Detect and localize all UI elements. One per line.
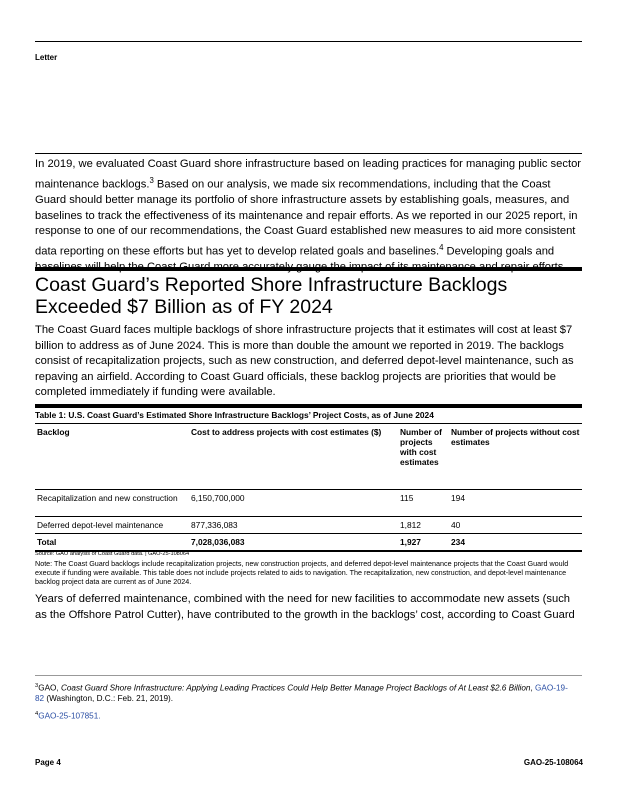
cell-backlog: Deferred depot-level maintenance [35, 517, 189, 534]
cell-without-estimates: 40 [449, 517, 582, 534]
cell-backlog: Recapitalization and new construction [35, 490, 189, 517]
col-backlog: Backlog [35, 424, 189, 490]
table-row [35, 517, 582, 534]
footnote-4-link[interactable]: GAO-25-107851. [38, 711, 101, 721]
table-header-row [35, 424, 582, 490]
cell-cost: 877,336,083 [189, 517, 398, 534]
col-cost: Cost to address projects with cost estimates ($) [189, 424, 398, 490]
cell-with-estimates: 115 [398, 490, 449, 517]
backlog-table [35, 424, 582, 552]
table-note: Note: The Coast Guard backlogs include recapitalization projects, new construction projects, and deferred depot-level maintenance projects that the Coast Guard would execute if funding were available. This table does not include projects related to aids to navigation. The recapitalization, new construction, and depot-level maintenance backlog project data are current as of June 2024. [35, 559, 569, 586]
heading-rule [35, 267, 582, 271]
table-row [35, 490, 582, 517]
cell-with-estimates: 1,812 [398, 517, 449, 534]
footnote-ref-4[interactable]: 4 [439, 242, 444, 252]
table-title: Table 1: U.S. Coast Guard’s Estimated Shore Infrastructure Backlogs’ Project Costs, as of June 2024 [35, 410, 434, 420]
section-paragraph: The Coast Guard faces multiple backlogs of shore infrastructure projects that it estimates will cost at least $7 billion to address as of June 2024. This is more than double the amount we reported in 2019. The backlogs consist of recapitalization projects, such as new construction, and deferred depot-level maintenance, such as repaving an airfield. According to Coast Guard officials, these backlog projects are priorities that would be completed immediately if funding were available. [35, 324, 574, 399]
col-without-estimates: Number of projects without cost estimates [449, 424, 582, 490]
intro-paragraph: In 2019, we evaluated Coast Guard shore infrastructure based on leading practices for managing public sector maintenance backlogs.$^3$ Based on our analysis, we made six recommendations, including that the Coast Guard should better manage its portfolio of shore infrastructure assets by establishing goals, measures, and baselines to track the effectiveness of its maintenance and repair efforts. As we reported in our 2025 report, in response to one of our recommendations, the Coast Guard established new measures to aid more consistent data reporting on these efforts but has yet to develop related goals and baselines.$^4$ Developing goals and [35, 158, 582, 258]
cell-without-estimates: 194 [449, 490, 582, 517]
header-rule [35, 41, 582, 42]
footnote-rule [35, 675, 582, 676]
intro-rule [35, 153, 582, 154]
after-table-paragraph: Years of deferred maintenance, combined with the need for new facilities to accommodate new assets (such as the Offshore Patrol Cutter), have contributed to the growth in the backlogs’ cost, according to Coast Guard [35, 593, 575, 621]
col-with-estimates: Number of projects with cost estimates [398, 424, 449, 490]
section-heading: Coast Guard’s Reported Shore Infrastructure Backlogs Exceeded $7 Billion as of FY 2024 [35, 274, 508, 318]
table-top-rule [35, 404, 582, 408]
footnote-3-link[interactable]: GAO-19-82 [35, 683, 568, 703]
section-label: Letter [35, 53, 58, 62]
footnote-ref-3[interactable]: 3 [149, 175, 154, 185]
table-total-row [35, 534, 582, 552]
footnote-3-title: Coast Guard Shore Infrastructure: Applying Leading Practices Could Help Better Manage Project Backlogs of At Least $2.6 Billion [60, 683, 531, 693]
cell-total-cost: 7,028,036,083 [189, 534, 398, 552]
cell-total-without-estimates: 234 [449, 534, 582, 552]
page-number: Page 4 [35, 758, 61, 767]
cell-total-label: Total [35, 534, 189, 552]
footnote-3: $^3$GAO, Coast Guard Shore Infrastructure: Applying Leading Practices Could Help Better Manage Project Backlogs of At Least $2.6 Billion, GAO-19-82 (Washington, D.C.: Feb. 21, 2019). [35, 683, 568, 703]
table-source: Source: GAO analysis of Coast Guard data. | GAO-25-108064 [35, 551, 190, 557]
cell-total-with-estimates: 1,927 [398, 534, 449, 552]
report-id: GAO-25-108064 [523, 758, 583, 767]
cell-cost: 6,150,700,000 [189, 490, 398, 517]
footnote-4: $^4$GAO-25-107851. [35, 711, 101, 721]
